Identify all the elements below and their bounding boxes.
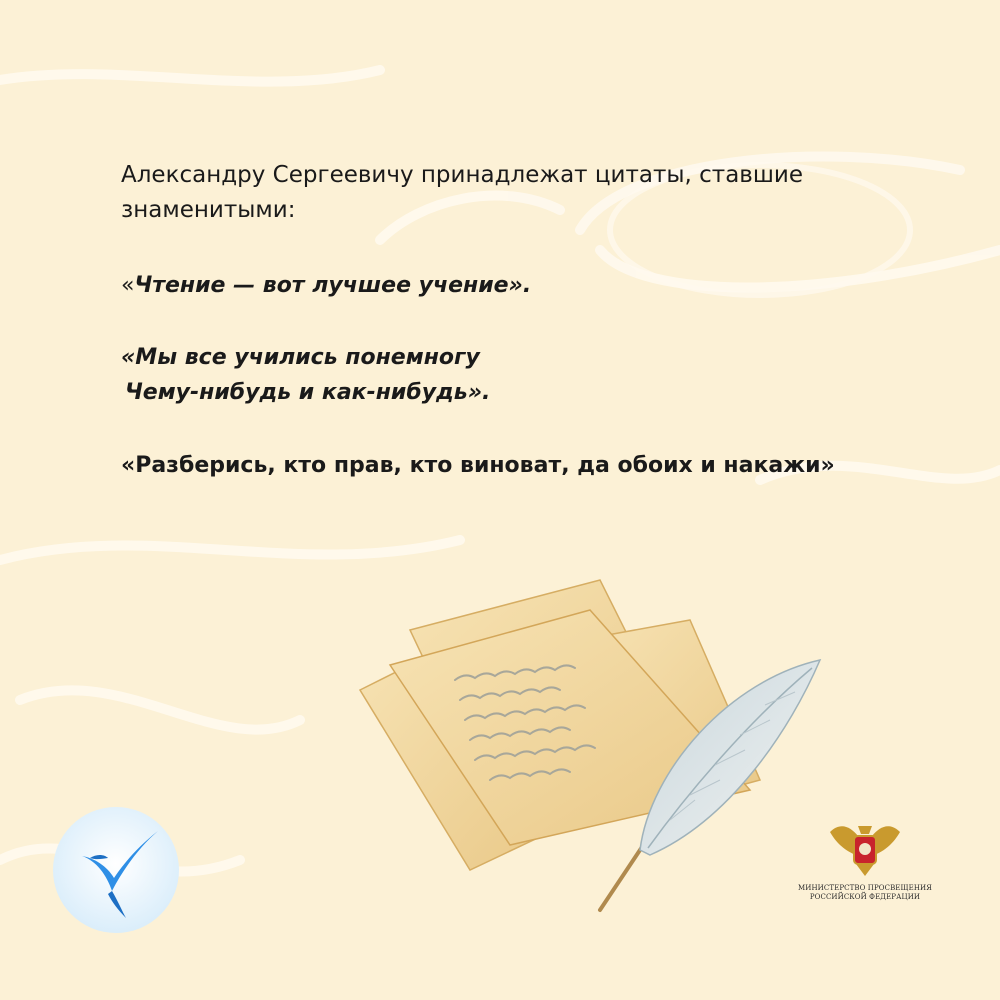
quote-2-line-1: «Мы все учились понемногу [121, 345, 480, 370]
quotes-text-block [121, 158, 881, 478]
quote-1 [121, 268, 531, 303]
intro-text [121, 158, 881, 228]
ministry-name-line-1: МИНИСТЕРСТВО ПРОСВЕЩЕНИЯ [798, 884, 932, 892]
quote-2 [121, 340, 490, 410]
ministry-emblem-icon [820, 812, 910, 880]
quote-3: «Разберись, кто прав, кто виноват, да обоих и накажи» [121, 453, 835, 478]
quote-1-text: Чтение — вот лучшее учение». [134, 273, 532, 298]
quote-1-open-mark: « [121, 273, 135, 298]
papers-quill-illustration [350, 570, 830, 920]
ministry-logo [790, 812, 940, 902]
bird-logo-icon[interactable] [52, 806, 180, 934]
ministry-name-line-2: РОССИЙСКОЙ ФЕДЕРАЦИИ [809, 893, 921, 901]
intro-line-1: Александру Сергеевичу принадлежат цитаты, ставшие [121, 162, 803, 188]
quote-2-line-2: Чему-нибудь и как-нибудь». [125, 380, 491, 405]
intro-line-2: знаменитыми: [121, 197, 296, 223]
